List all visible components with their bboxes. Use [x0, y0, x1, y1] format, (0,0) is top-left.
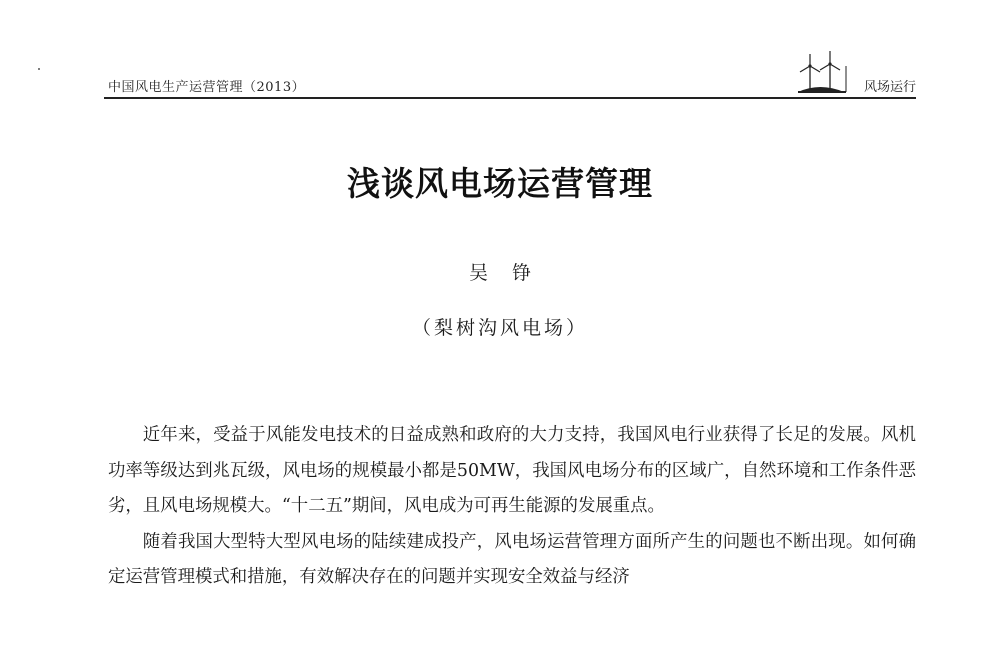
- header-rule: [104, 97, 916, 99]
- article-title: 浅谈风电场运营管理: [347, 164, 653, 203]
- article-affiliation: （梨树沟风电场）: [411, 317, 588, 339]
- running-header: [104, 70, 916, 100]
- article-body: [108, 418, 916, 596]
- section-marker: [796, 46, 916, 96]
- body-paragraph: 随着我国大型特大型风电场的陆续建成投产，风电场运营管理方面所产生的问题也不断出现。如何确定运营管理模式和措施，有效解决存在的问题并实现安全效益与经济: [108, 531, 916, 587]
- body-paragraph: 近年来，受益于风能发电技术的日益成熟和政府的大力支持，我国风电行业获得了长足的发展。风机功率等级达到兆瓦级，风电场的规模最小都是50MW，我国风电场分布的区域广，自然环境和工作条件恶劣，且风电场规模大。“十二五”期间，风电成为可再生能源的发展重点。: [108, 425, 916, 516]
- journal-name: 中国风电生产运营管理（2013）: [108, 80, 306, 95]
- article-author: 吴铮: [468, 262, 555, 284]
- wind-turbine-icon: [796, 46, 856, 96]
- section-label: 风场运行: [863, 80, 916, 95]
- scan-speck: [38, 68, 40, 70]
